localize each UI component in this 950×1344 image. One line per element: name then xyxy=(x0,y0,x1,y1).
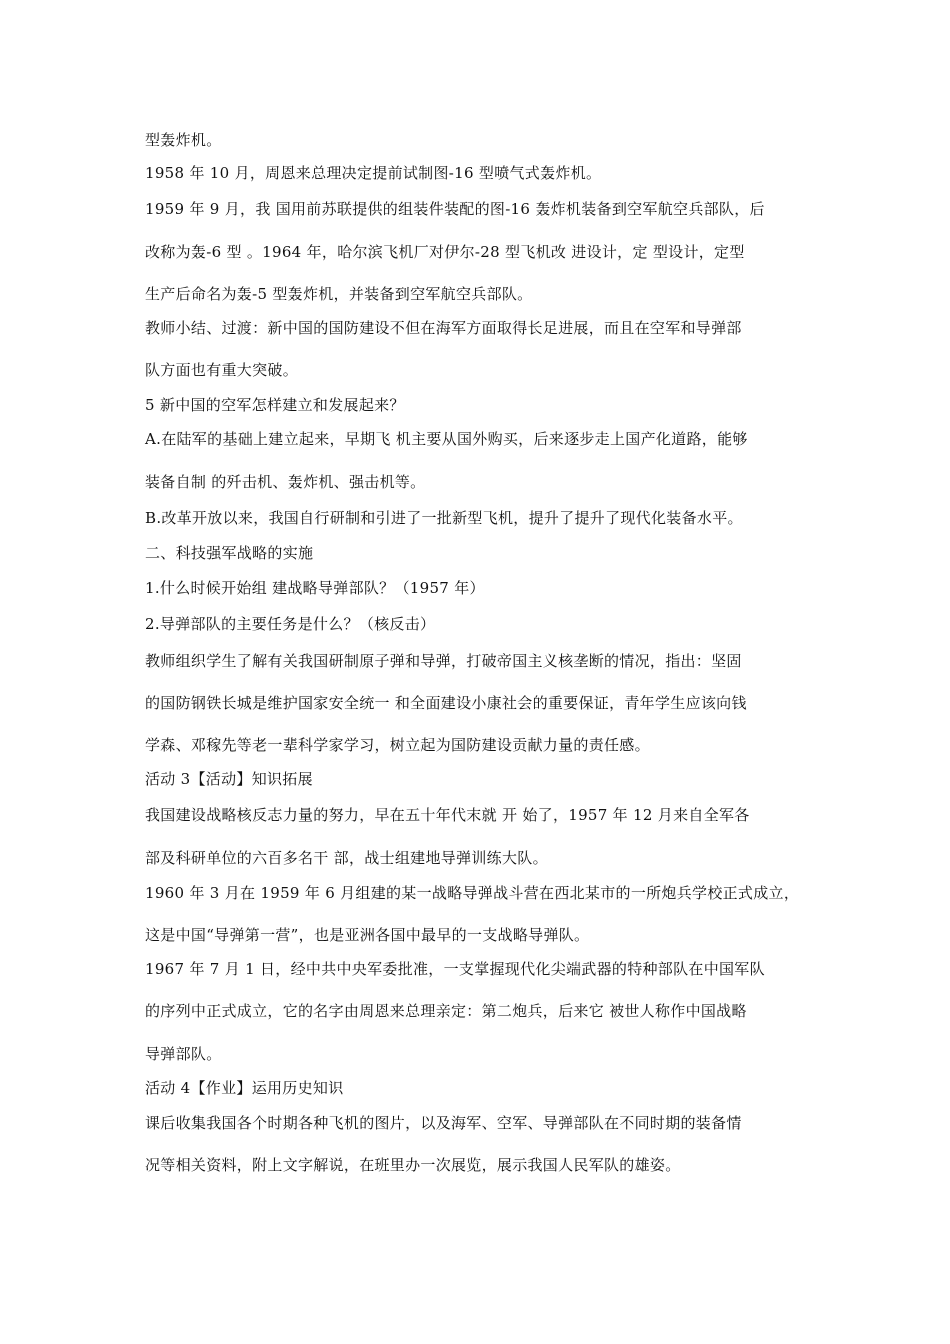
text-line: 型轰炸机。 xyxy=(145,131,222,149)
text-line: 改称为轰-6 型 。1964 年，哈尔滨飞机厂对伊尔-28 型飞机改 进设计，定 型设计，定型 xyxy=(145,243,745,261)
text-line: 2.导弹部队的主要任务是什么？（核反击） xyxy=(145,615,436,633)
question-heading: 5 新中国的空军怎样建立和发展起来？ xyxy=(145,396,405,414)
text-line: 1960 年 3 月在 1959 年 6 月组建的某一战略导弹战斗营在西北某市的一所炮兵学校正式成立， xyxy=(145,884,800,902)
text-line: 队方面也有重大突破。 xyxy=(145,361,299,379)
text-line: A.在陆军的基础上建立起来，早期飞 机主要从国外购买，后来逐步走上国产化道路，能够 xyxy=(145,430,748,448)
text-line: 这是中国“导弹第一营”，也是亚洲各国中最早的一支战略导弹队。 xyxy=(145,926,590,944)
text-line: 1958 年 10 月，周恩来总理决定提前试制图-16 型喷气式轰炸机。 xyxy=(145,164,602,182)
text-line: 教师小结、过渡：新中国的国防建设不但在海军方面取得长足进展，而且在空军和导弹部 xyxy=(145,319,742,337)
text-line: 1.什么时候开始组 建战略导弹部队？（1957 年） xyxy=(145,579,485,597)
text-line: 生产后命名为轰-5 型轰炸机，并装备到空军航空兵部队。 xyxy=(145,285,533,303)
text-line: 导弹部队。 xyxy=(145,1045,222,1063)
text-line: 况等相关资料，附上文字解说，在班里办一次展览，展示我国人民军队的雄姿。 xyxy=(145,1156,681,1174)
text-line: 装备自制 的歼击机、轰炸机、强击机等。 xyxy=(145,473,426,491)
text-line: 教师组织学生了解有关我国研制原子弹和导弹，打破帝国主义核垄断的情况，指出：坚固 xyxy=(145,652,742,670)
text-line: B.改革开放以来，我国自行研制和引进了一批新型飞机，提升了提升了现代化装备水平。 xyxy=(145,509,743,527)
activity-heading: 活动 3【活动】知识拓展 xyxy=(145,770,313,788)
section-heading: 二、科技强军战略的实施 xyxy=(145,544,314,562)
activity-heading: 活动 4【作业】运用历史知识 xyxy=(145,1079,344,1097)
text-line: 1959 年 9 月，我 国用前苏联提供的组装件装配的图-16 轰炸机装备到空军航空兵部队，后 xyxy=(145,200,765,218)
text-line: 的序列中正式成立，它的名字由周恩来总理亲定：第二炮兵，后来它 被世人称作中国战略 xyxy=(145,1002,747,1020)
text-line: 学森、邓稼先等老一辈科学家学习，树立起为国防建设贡献力量的责任感。 xyxy=(145,736,650,754)
text-line: 的国防钢铁长城是维护国家安全统一 和全面建设小康社会的重要保证，青年学生应该向钱 xyxy=(145,694,747,712)
text-line: 部及科研单位的六百多名干 部，战士组建地导弹训练大队。 xyxy=(145,849,548,867)
text-line: 我国建设战略核反志力量的努力，早在五十年代末就 开 始了，1957 年 12 月来自全军各 xyxy=(145,806,750,824)
text-line: 课后收集我国各个时期各种飞机的图片，以及海军、空军、导弹部队在不同时期的装备情 xyxy=(145,1114,742,1132)
text-line: 1967 年 7 月 1 日，经中共中央军委批准，一支掌握现代化尖端武器的特种部队在中国军队 xyxy=(145,960,765,978)
